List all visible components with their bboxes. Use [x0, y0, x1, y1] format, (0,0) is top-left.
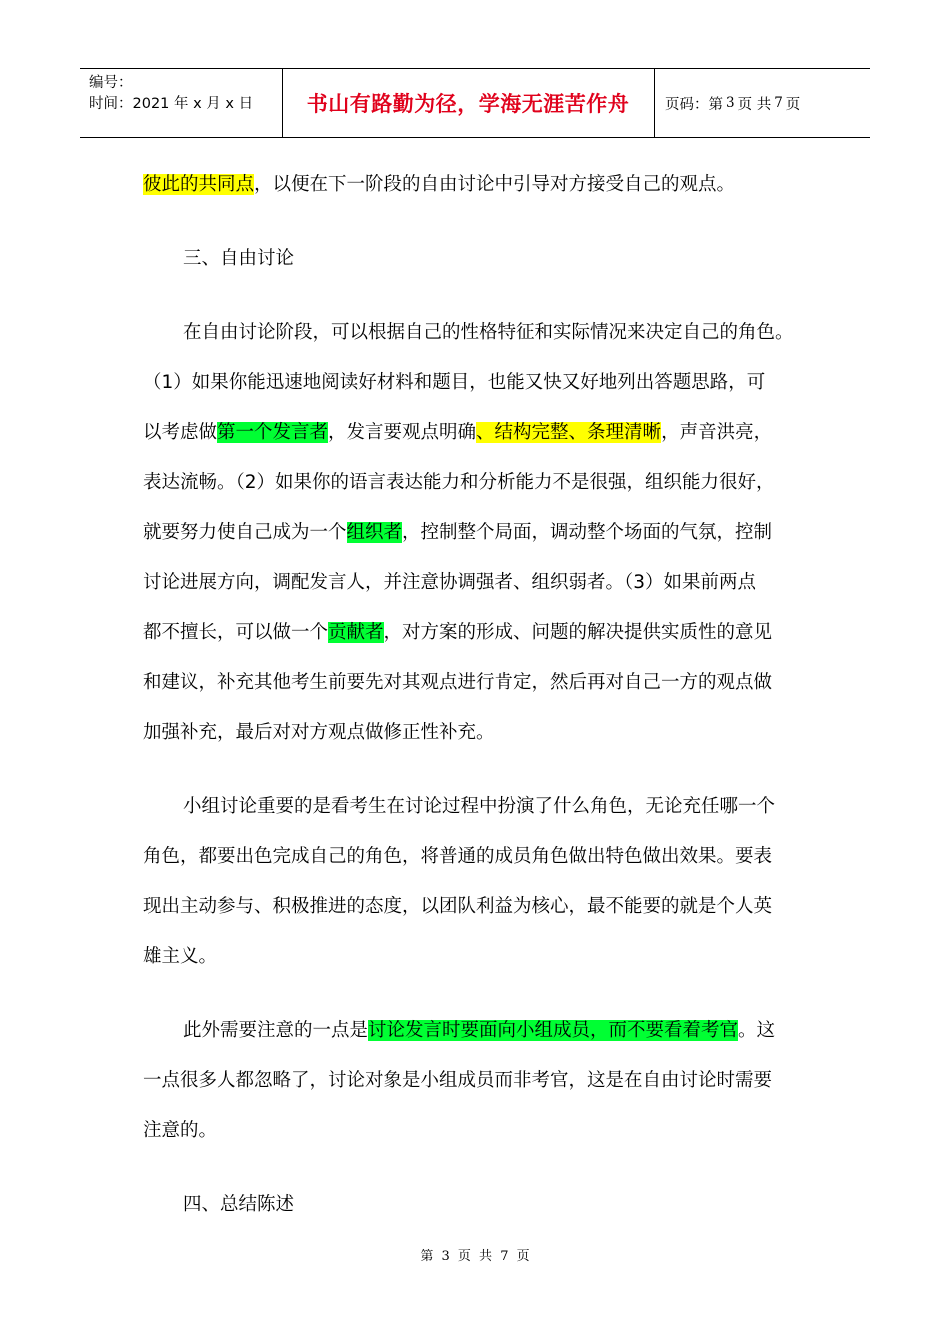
highlight: 组织者	[346, 522, 403, 543]
text: ，控制整个局面，调动整个场面的气氛，控制	[402, 522, 773, 543]
page-prefix: 页码：第	[665, 96, 723, 113]
text-line	[183, 1016, 775, 1046]
text-line: （1）如果你能迅速地阅读好材料和题目，也能又快又好地列出答题思路，可	[143, 372, 766, 393]
number-label: 编号：	[89, 75, 133, 91]
text-line: 在自由讨论阶段，可以根据自己的性格特征和实际情况来决定自己的角色。	[183, 322, 794, 343]
text-line: 现出主动参与、积极推进的态度，以团队利益为核心，最不能要的就是个人英	[143, 896, 773, 917]
text-line	[143, 170, 735, 200]
page-mid: 页 共	[737, 96, 772, 113]
highlight: 第一个发言者	[217, 422, 329, 443]
page-total: 7	[774, 95, 783, 111]
text: 就要努力使自己成为一个	[143, 522, 347, 543]
highlight: 彼此的共同点	[143, 174, 255, 195]
text: ，声音洪亮，	[661, 422, 773, 443]
text: 都不擅长，可以做一个	[143, 622, 329, 643]
page-footer: 第 3 页 共 7 页	[420, 1249, 530, 1264]
text: 。这	[738, 1020, 776, 1041]
text-line: 小组讨论重要的是看考生在讨论过程中扮演了什么角色，无论充任哪一个	[183, 796, 776, 817]
text: 此外需要注意的一点是	[183, 1020, 369, 1041]
highlight: 、结构完整、条理清晰	[476, 422, 662, 443]
page-header	[80, 68, 870, 138]
text-line: 角色，都要出色完成自己的角色，将普通的成员角色做出特色做出效果。要表	[143, 846, 773, 867]
text-line: 注意的。	[143, 1120, 218, 1141]
text-line	[143, 618, 772, 648]
text-line: 表达流畅。（2）如果你的语言表达能力和分析能力不是很强，组织能力很好，	[143, 472, 775, 493]
text-line	[143, 518, 772, 548]
text-line: 和建议，补充其他考生前要先对其观点进行肯定，然后再对自己一方的观点做	[143, 672, 773, 693]
highlight: 贡献者	[328, 622, 384, 643]
text: ，发言要观点明确	[328, 422, 477, 443]
header-divider	[654, 69, 655, 137]
text: ，以便在下一阶段的自由讨论中引导对方接受自己的观点。	[254, 174, 736, 195]
text-line: 雄主义。	[143, 946, 218, 967]
section-heading: 三、自由讨论	[183, 248, 295, 269]
header-page-info	[665, 69, 800, 137]
text: ，对方案的形成、问题的解决提供实质性的意见	[383, 622, 773, 643]
header-meta	[89, 73, 253, 115]
text-line	[143, 418, 772, 448]
section-heading: 四、总结陈述	[183, 1194, 295, 1215]
page-suffix: 页	[785, 96, 801, 113]
highlight: 讨论发言时要面向小组成员，而不要看着考官	[368, 1020, 739, 1041]
text: 以考虑做	[143, 422, 218, 443]
date-label: 时间：2021 年 x 月 x 日	[89, 96, 254, 112]
text-line: 加强补充，最后对对方观点做修正性补充。	[143, 722, 495, 743]
header-motto: 书山有路勤为径，学海无涯苦作舟	[306, 91, 630, 116]
text-line: 讨论进展方向，调配发言人，并注意协调强者、组织弱者。（3）如果前两点	[143, 572, 757, 593]
page-number: 3	[726, 95, 735, 111]
text-line: 一点很多人都忽略了，讨论对象是小组成员而非考官，这是在自由讨论时需要	[143, 1070, 773, 1091]
